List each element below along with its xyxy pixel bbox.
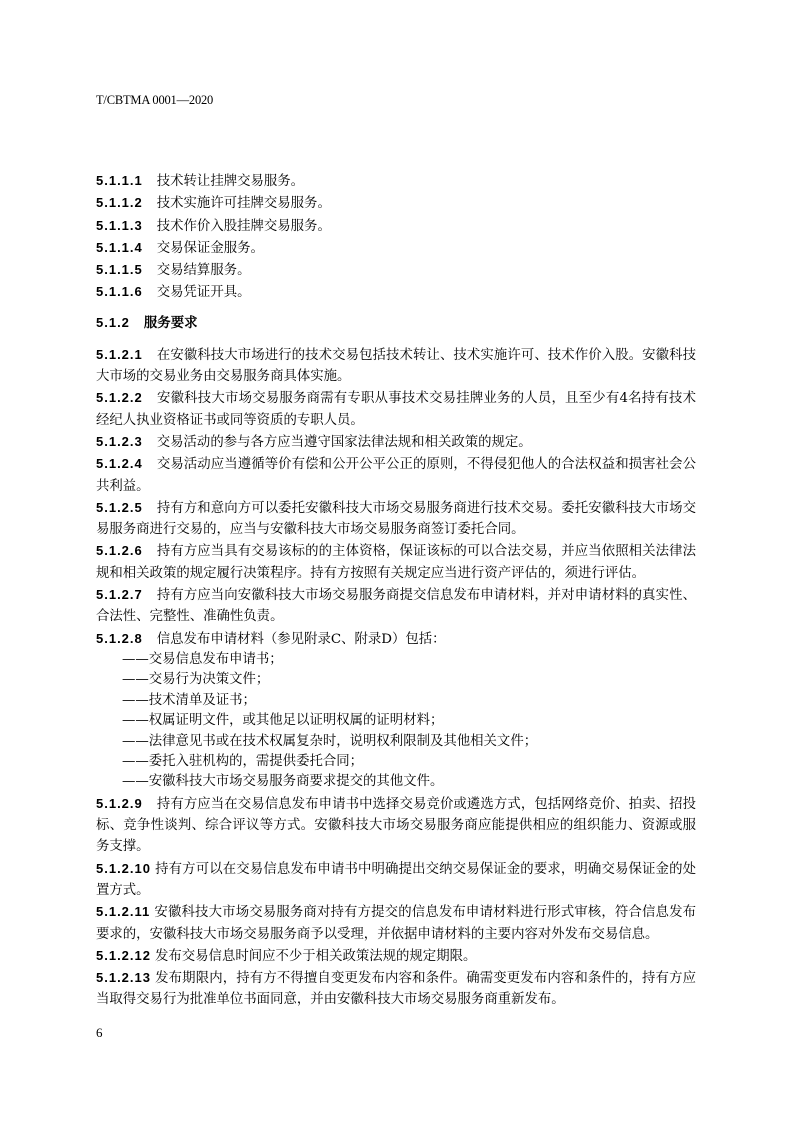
clause: 5.1.2.3 交易活动的参与各方应当遵守国家法律法规和相关政策的规定。 [96,433,532,450]
dash-list-item: ——技术清单及证书； [122,692,256,708]
list-item: 5.1.1.1 技术转让挂牌交易服务。 [96,173,305,189]
clause: 5.1.2.12 发布交易信息时间应不少于相关政策法规的规定期限。 [96,947,477,964]
list-item: 5.1.1.2 技术实施许可挂牌交易服务。 [96,195,331,212]
clause: 5.1.2.10 持有方可以在交易信息发布申请书中明确提出交纳交易保证金的要求，明确交易保证金的处置方式。 [96,860,696,898]
list-item: 5.1.1.4 交易保证金服务。 [96,239,264,256]
clause: 5.1.2.2 安徽科技大市场交易服务商需有专职从事技术交易挂牌业务的人员，且至少有4名持有技术经纪人执业资格证书或同等资质的专职人员。 [96,390,696,428]
dash-list-item: ——交易行为决策文件； [122,672,270,688]
dash-list-item: ——权属证明文件，或其他足以证明权属的证明材料； [122,713,444,729]
clause: 5.1.2.8 信息发布申请材料（参见附录C、附录D）包括： [96,630,446,647]
clause: 5.1.2.11 安徽科技大市场交易服务商对持有方提交的信息发布申请材料进行形式审核，符合信息发布要求的，安徽科技大市场交易服务商予以受理，并依据申请材料的主要内容对外发布交易信息。 [96,904,696,942]
list-item: 5.1.1.6 交易凭证开具。 [96,284,251,301]
clause: 5.1.2.9 持有方应当在交易信息发布申请书中选择交易竞价或遴选方式，包括网络竞价、拍卖、招投标、竞争性谈判、综合评议等方式。安徽科技大市场交易服务商应能提供相应的组织能力、资源或服务支撑。 [96,795,696,855]
dash-list-item: ——法律意见书或在技术权属复杂时，说明权利限制及其他相关文件； [122,733,538,749]
clause: 5.1.2.6 持有方应当具有交易该标的的主体资格，保证该标的可以合法交易，并应当依照相关法律法规和相关政策的规定履行决策程序。持有方按照有关规定应当进行资产评估的，须进行评估。 [96,543,696,581]
dash-list-item: ——委托入驻机构的，需提供委托合同； [122,753,364,769]
list-item: 5.1.1.5 交易结算服务。 [96,262,251,279]
clause: 5.1.2.7 持有方应当向安徽科技大市场交易服务商提交信息发布申请材料，并对申请材料的真实性、合法性、完整性、准确性负责。 [96,587,696,625]
clause: 5.1.2.4 交易活动应当遵循等价有偿和公开公平公正的原则，不得侵犯他人的合法权益和损害社会公共利益。 [96,456,696,494]
dash-list-item: ——安徽科技大市场交易服务商要求提交的其他文件。 [122,774,444,790]
clause: 5.1.2.1 在安徽科技大市场进行的技术交易包括技术转让、技术实施许可、技术作价入股。安徽科技大市场的交易业务由交易服务商具体实施。 [96,346,696,385]
document-body [96,170,696,1011]
document-code: T/CBTMA 0001—2020 [96,93,214,107]
dash-list-item: ——交易信息发布申请书； [122,651,283,667]
clause: 5.1.2.13 发布期限内，持有方不得擅自变更发布内容和条件。确需变更发布内容和条件的，持有方应当取得交易行为批准单位书面同意，并由安徽科技大市场交易服务商重新发布。 [96,970,696,1008]
clause: 5.1.2.5 持有方和意向方可以委托安徽科技大市场交易服务商进行技术交易。委托安徽科技大市场交易服务商进行交易的，应当与安徽科技大市场交易服务商签订委托合同。 [96,499,696,538]
list-item: 5.1.1.3 技术作价入股挂牌交易服务。 [96,217,331,234]
section-heading: 5.1.2 服务要求 [96,314,198,331]
page-number: 6 [96,1025,103,1040]
